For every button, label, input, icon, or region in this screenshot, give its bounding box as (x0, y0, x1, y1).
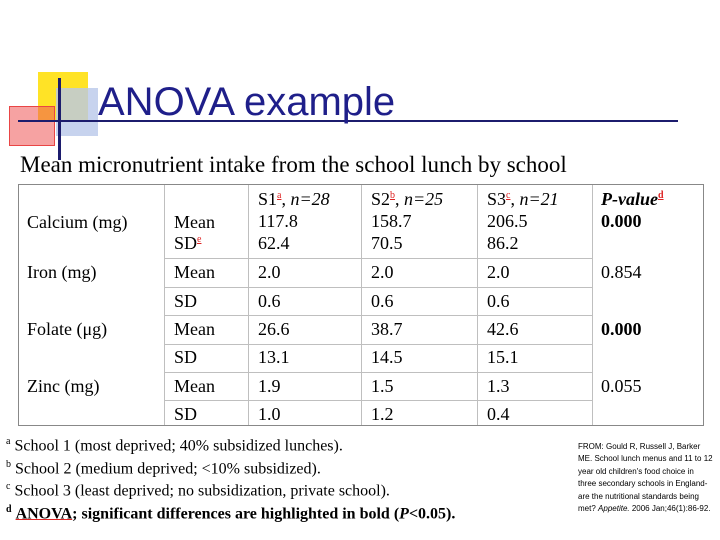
cell-value: 70.5 (371, 233, 403, 253)
row-label-iron: Iron (mg) (27, 262, 97, 282)
grid-line (361, 185, 362, 425)
stat-mean: Mean (174, 262, 215, 282)
p-value: 0.854 (601, 262, 642, 282)
grid-line (164, 258, 592, 259)
slide-title: ANOVA example (98, 80, 396, 124)
cell-value: 26.6 (258, 319, 290, 339)
grid-line (477, 185, 478, 425)
footnote-a: $^a$ School 1 (most deprived; 40% subsidized lunches). (6, 436, 343, 455)
cell-value: 15.1 (487, 347, 519, 367)
deco-blue-square (56, 88, 98, 136)
cell-value: 158.7 (371, 211, 412, 231)
cell-value: 0.4 (487, 404, 510, 424)
cell-value: 86.2 (487, 233, 519, 253)
cell-value: 14.5 (371, 347, 403, 367)
grid-line (164, 372, 592, 373)
cell-value: 1.5 (371, 376, 394, 396)
journal-name: Appetite. (598, 504, 630, 514)
cell-value: 42.6 (487, 319, 519, 339)
cell-value: 38.7 (371, 319, 403, 339)
cell-value: 62.4 (258, 233, 290, 253)
cell-value: 2.0 (487, 262, 510, 282)
stat-sd: SD (174, 404, 198, 424)
stat-mean: Mean (174, 212, 215, 232)
cell-value: 0.6 (487, 291, 510, 311)
header-pvalue: P-value$^d$ (601, 189, 664, 209)
cell-value: 0.6 (258, 291, 281, 311)
stat-sd: $SD^e$ (174, 233, 202, 253)
grid-line (164, 315, 592, 316)
p-value: 0.000 (601, 319, 642, 339)
p-value: 0.000 (601, 211, 642, 231)
slide-subtitle: Mean micronutrient intake from the school lunch by school (20, 152, 567, 177)
grid-line (164, 344, 592, 345)
deco-red-outline (9, 106, 55, 146)
p-value: 0.055 (601, 376, 642, 396)
footnote-c: $^c$ School 3 (least deprived; no subsidization, private school). (6, 481, 390, 500)
cell-value: 1.0 (258, 404, 281, 424)
cell-value: 2.0 (258, 262, 281, 282)
header-s3: S3$^c$, n=21 (487, 189, 559, 209)
cell-value: 13.1 (258, 347, 290, 367)
grid-line (164, 185, 165, 425)
cell-value: 117.8 (258, 211, 298, 231)
source-citation: FROM: Gould R, Russell J, Barker ME. School lunch menus and 11 to 12 year old children's food choice in three secondary schools in England-are the nutritional standards being met? Appetite. 2006 Jan;46(1):86-92. (578, 442, 713, 514)
row-label-folate: Folate (μg) (27, 319, 108, 339)
stat-sd: SD (174, 347, 198, 367)
grid-line (592, 185, 593, 425)
header-s1: S1$^a$, n=28 (258, 189, 330, 209)
row-label-calcium: Calcium (mg) (27, 212, 128, 232)
footnote-b: $^b$ School 2 (medium deprived; <10% subsidized). (6, 459, 321, 478)
stat-mean: Mean (174, 319, 215, 339)
stat-sd: SD (174, 291, 198, 311)
grid-line (164, 400, 592, 401)
deco-vertical-line (58, 78, 61, 160)
stat-mean: Mean (174, 376, 215, 396)
row-label-zinc: Zinc (mg) (27, 376, 100, 396)
grid-line (248, 185, 249, 425)
cell-value: 0.6 (371, 291, 394, 311)
cell-value: 206.5 (487, 211, 528, 231)
cell-value: 2.0 (371, 262, 394, 282)
anova-table (18, 184, 704, 426)
header-s2: S2$^b$, n=25 (371, 189, 444, 209)
footnote-d: $^d$ ANOVA; significant differences are highlighted in bold (P<0.05). (6, 504, 456, 523)
grid-line (164, 287, 592, 288)
cell-value: 1.2 (371, 404, 394, 424)
cell-value: 1.3 (487, 376, 510, 396)
cell-value: 1.9 (258, 376, 281, 396)
